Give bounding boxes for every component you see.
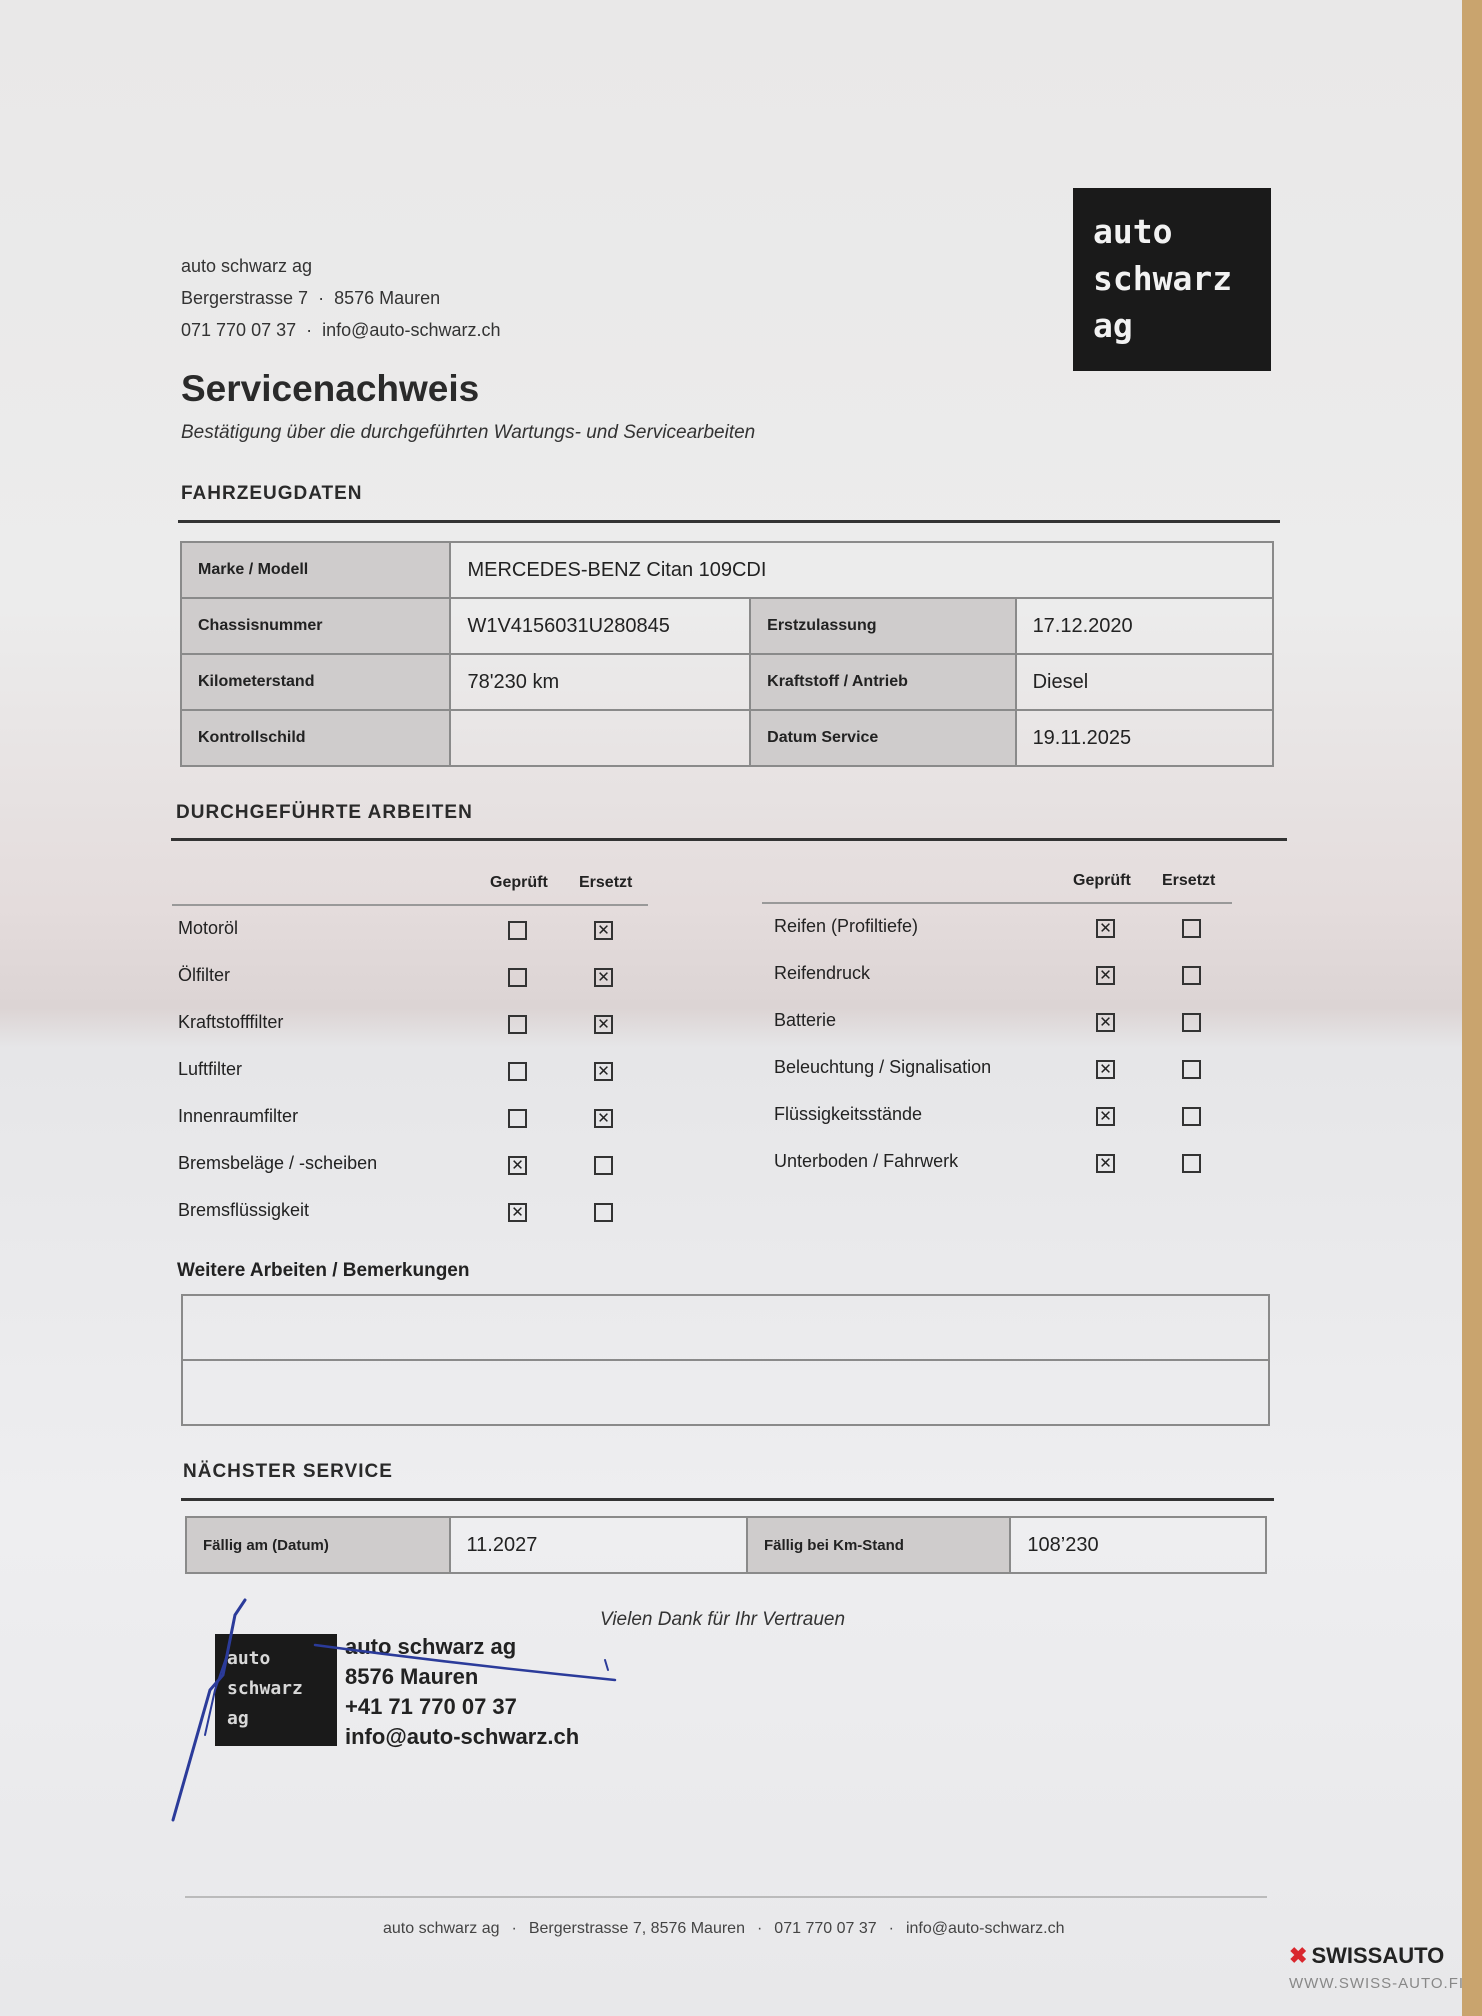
- replaced-checkbox[interactable]: ✕: [594, 1062, 613, 1081]
- page-footer: auto schwarz ag · Bergerstrasse 7, 8576 Mauren · 071 770 07 37 · info@auto-schwarz.ch: [383, 1920, 1065, 1937]
- checked-checkbox[interactable]: ✕: [508, 1203, 527, 1222]
- service-date-label: Datum Service: [750, 710, 1015, 766]
- plate-value: [450, 710, 750, 766]
- checked-checkbox[interactable]: [508, 921, 527, 940]
- section-rule: [178, 520, 1280, 523]
- left-header-rule: [172, 904, 648, 906]
- work-item-label: Innenraumfilter: [178, 1106, 299, 1126]
- watermark-brand-line: [1289, 1943, 1464, 1969]
- company-logo: [1073, 188, 1271, 371]
- company-street: Bergerstrasse 7: [181, 288, 309, 308]
- table-row: [181, 654, 1273, 710]
- work-item-label: Luftfilter: [178, 1059, 243, 1079]
- work-item-label: Flüssigkeitsstände: [774, 1104, 923, 1124]
- checked-checkbox[interactable]: ✕: [1096, 1154, 1115, 1173]
- section-rule: [181, 1498, 1274, 1501]
- table-edge: [1462, 0, 1482, 2016]
- stamp-phone: +41 71 770 07 37: [345, 1694, 517, 1719]
- company-address: [181, 250, 500, 346]
- logo-line: schwarz: [1093, 259, 1233, 298]
- stamp-logo-line: auto: [227, 1648, 271, 1669]
- stamp-logo-line: ag: [227, 1708, 249, 1729]
- mileage-value: 78'230 km: [450, 654, 750, 710]
- footer-company: auto schwarz ag: [383, 1920, 500, 1937]
- replaced-checkbox[interactable]: ✕: [594, 1015, 613, 1034]
- replaced-checkbox[interactable]: ✕: [594, 921, 613, 940]
- remarks-heading: Weitere Arbeiten / Bemerkungen: [177, 1260, 470, 1281]
- service-date-value: 19.11.2025: [1016, 710, 1273, 766]
- right-checked-header: Geprüft: [1073, 872, 1131, 889]
- watermark-url: WWW.SWISS-AUTO.FI: [1289, 1975, 1465, 1992]
- stamp-city: 8576 Mauren: [345, 1664, 479, 1689]
- brand-label: Marke / Modell: [181, 542, 450, 598]
- work-item-label: Motoröl: [178, 918, 239, 938]
- replaced-checkbox[interactable]: [1182, 919, 1201, 938]
- stamp-email: info@auto-schwarz.ch: [345, 1724, 580, 1749]
- brand-value: MERCEDES-BENZ Citan 109CDI: [450, 542, 1273, 598]
- footer-email: info@auto-schwarz.ch: [905, 1920, 1065, 1937]
- left-checked-header: Geprüft: [490, 874, 548, 891]
- thanks-text: Vielen Dank für Ihr Vertrauen: [600, 1609, 846, 1630]
- vehicle-data-table: [180, 541, 1274, 767]
- logo-line: auto: [1093, 212, 1173, 251]
- watermark: [1289, 1943, 1464, 1992]
- chassis-value: W1V4156031U280845: [450, 598, 750, 654]
- table-row: [181, 542, 1273, 598]
- due-km-value: 108’230: [1010, 1517, 1266, 1573]
- document-title: Servicenachweis: [181, 368, 480, 409]
- work-item-label: Bremsbeläge / -scheiben: [178, 1153, 378, 1173]
- company-city: 8576 Mauren: [334, 288, 441, 308]
- replaced-checkbox[interactable]: [1182, 966, 1201, 985]
- remarks-line: [183, 1359, 1268, 1361]
- replaced-checkbox[interactable]: [1182, 1154, 1201, 1173]
- company-contact-line: 071 770 07 37 · info@auto-schwarz.ch: [181, 320, 501, 340]
- replaced-checkbox[interactable]: [1182, 1013, 1201, 1032]
- company-street-line: Bergerstrasse 7 · 8576 Mauren: [181, 288, 441, 308]
- table-row: [181, 598, 1273, 654]
- stamp-logo-line: schwarz: [227, 1678, 303, 1699]
- work-item-label: Unterboden / Fahrwerk: [774, 1151, 959, 1171]
- replaced-checkbox[interactable]: ✕: [594, 968, 613, 987]
- document-subtitle: Bestätigung über die durchgeführten Wartungs- und Servicearbeiten: [181, 422, 756, 443]
- fuel-value: Diesel: [1016, 654, 1273, 710]
- checked-checkbox[interactable]: ✕: [508, 1156, 527, 1175]
- next-service-heading: NÄCHSTER SERVICE: [183, 1461, 393, 1482]
- section-rule: [171, 838, 1287, 841]
- checked-checkbox[interactable]: ✕: [1096, 919, 1115, 938]
- stamp-name: auto schwarz ag: [345, 1634, 517, 1659]
- replaced-checkbox[interactable]: [594, 1156, 613, 1175]
- logo-line: ag: [1093, 306, 1133, 345]
- chassis-label: Chassisnummer: [181, 598, 450, 654]
- checked-checkbox[interactable]: [508, 1062, 527, 1081]
- mileage-label: Kilometerstand: [181, 654, 450, 710]
- work-item-label: Beleuchtung / Signalisation: [774, 1057, 992, 1077]
- footer-rule: [185, 1896, 1267, 1898]
- due-km-label: Fällig bei Km-Stand: [747, 1517, 1010, 1573]
- next-service-table: [185, 1516, 1267, 1574]
- table-row: [181, 710, 1273, 766]
- remarks-box: [181, 1294, 1270, 1426]
- table-row: [186, 1517, 1266, 1573]
- fuel-label: Kraftstoff / Antrieb: [750, 654, 1015, 710]
- handwritten-signature: [165, 1595, 625, 1825]
- work-item-label: Reifendruck: [774, 963, 871, 983]
- footer-address: Bergerstrasse 7, 8576 Mauren: [528, 1920, 745, 1937]
- company-email: info@auto-schwarz.ch: [322, 320, 501, 340]
- due-date-value: 11.2027: [450, 1517, 747, 1573]
- plate-label: Kontrollschild: [181, 710, 450, 766]
- work-item-label: Batterie: [774, 1010, 837, 1030]
- due-date-label: Fällig am (Datum): [186, 1517, 450, 1573]
- work-item-label: Kraftstofffilter: [178, 1012, 284, 1032]
- replaced-checkbox[interactable]: [594, 1203, 613, 1222]
- watermark-brand: SWISSAUTO: [1311, 1943, 1445, 1968]
- replaced-checkbox[interactable]: [1182, 1107, 1201, 1126]
- checked-checkbox[interactable]: ✕: [1096, 1013, 1115, 1032]
- checked-checkbox[interactable]: [508, 968, 527, 987]
- company-phone: 071 770 07 37: [181, 320, 297, 340]
- works-section-heading: DURCHGEFÜHRTE ARBEITEN: [176, 802, 473, 823]
- checked-checkbox[interactable]: ✕: [1096, 1060, 1115, 1079]
- replaced-checkbox[interactable]: [1182, 1060, 1201, 1079]
- right-replaced-header: Ersetzt: [1162, 872, 1216, 889]
- work-item-label: Reifen (Profiltiefe): [774, 916, 919, 936]
- vehicle-section-heading: FAHRZEUGDATEN: [181, 483, 363, 504]
- registration-label: Erstzulassung: [750, 598, 1015, 654]
- left-replaced-header: Ersetzt: [579, 874, 633, 891]
- registration-value: 17.12.2020: [1016, 598, 1273, 654]
- swiss-cross-icon: ✖: [1289, 1943, 1308, 1968]
- work-item-label: Bremsflüssigkeit: [178, 1200, 310, 1220]
- checked-checkbox[interactable]: [508, 1109, 527, 1128]
- checked-checkbox[interactable]: [508, 1015, 527, 1034]
- right-header-rule: [762, 902, 1232, 904]
- checked-checkbox[interactable]: ✕: [1096, 1107, 1115, 1126]
- checked-checkbox[interactable]: ✕: [1096, 966, 1115, 985]
- replaced-checkbox[interactable]: ✕: [594, 1109, 613, 1128]
- footer-phone: 071 770 07 37: [774, 1920, 877, 1937]
- company-name: auto schwarz ag: [181, 256, 313, 276]
- work-item-label: Ölfilter: [178, 965, 231, 985]
